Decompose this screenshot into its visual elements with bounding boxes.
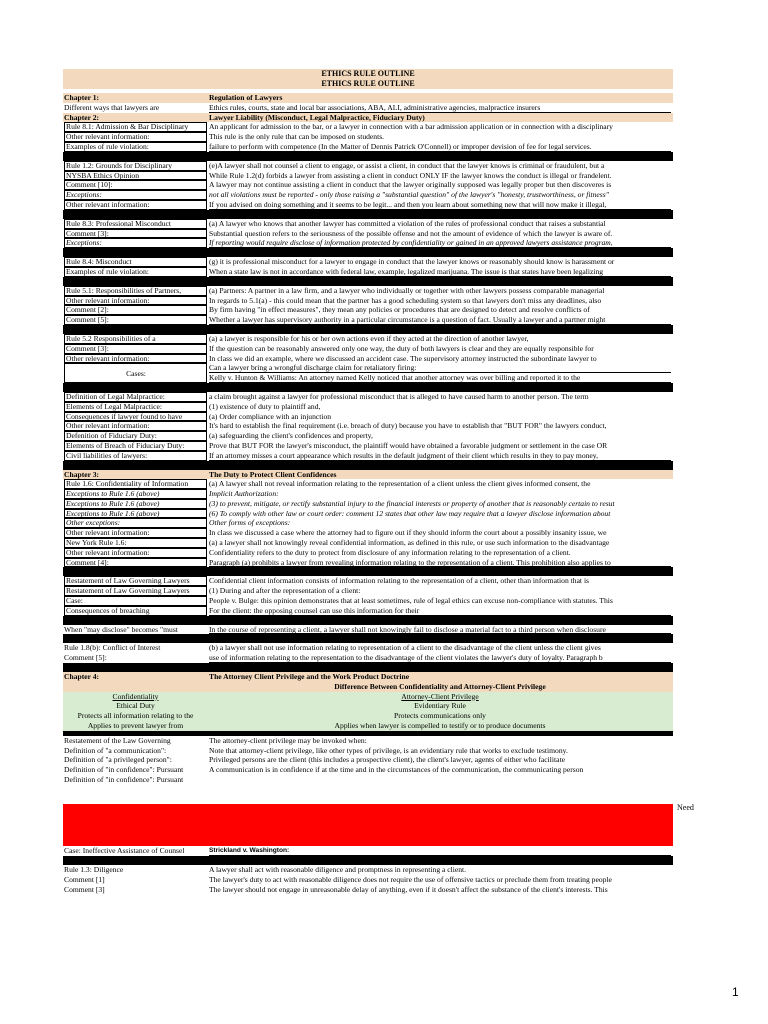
- row-detail: If the question can be reasonably answered only one way, the duty of both lawyers is clear and they are equally responsible for: [209, 343, 594, 353]
- row-label: Definition of "a privileged person":: [64, 755, 172, 765]
- row-label: Other relevant information:: [64, 354, 207, 364]
- row-detail: The lawyer's duty to act with reasonable diligence does not require the use of offensive tactics or preclude them from treating people: [209, 875, 612, 884]
- row-label: Rule 1.3: Diligence: [64, 865, 124, 875]
- page-number: 1: [732, 985, 739, 999]
- row-detail: Can a lawyer bring a wrongful discharge claim for retaliatory firing:: [209, 363, 671, 373]
- row-detail-2: Kelly v. Hunton & Williams: An attorney named Kelly noticed that another attorney was over billing and reported it to the: [209, 373, 671, 383]
- row-label: Civil liabilities of lawyers:: [64, 451, 207, 461]
- row-detail: Regulation of Lawyers: [209, 93, 283, 102]
- row-label: Restatement of the Law Governing: [64, 735, 171, 745]
- row-label: Chapter 4:: [64, 672, 100, 682]
- row-label: Comment [3]: [64, 884, 105, 894]
- outline-row: [63, 606, 673, 616]
- row-label: Ethical Duty: [116, 701, 155, 711]
- section-divider: [63, 616, 673, 625]
- row-detail: Other forms of exceptions:: [209, 518, 291, 528]
- row-label: Cases:: [64, 363, 207, 383]
- row-detail: use of information relating to the representation to the disadvantage of the client violates the lawyer's duty of loyalty. Paragraph b: [209, 653, 671, 663]
- row-detail: (e)A lawyer shall not counsel a client to engage, or assist a client, in conduct that the lawyer knows is criminal or fraudulent, but a: [209, 160, 605, 170]
- row-detail: The attorney-client privilege may be invoked when:: [209, 735, 367, 745]
- outline-rows: [63, 89, 673, 895]
- row-detail: In regards to 5.1(a) - this could mean that the partner has a good scheduling system so that lawyers don't miss any deadlines, also: [209, 295, 602, 305]
- row-detail: Protects communications only: [394, 711, 486, 721]
- outline-row: [63, 402, 673, 412]
- row-detail: If an attorney misses a court appearance which results in the default judgment of their client which results in they to pay money,: [209, 451, 671, 461]
- row-detail: A communication is in confidence if at the time and in the circumstances of the communication, the communicating person: [209, 765, 584, 775]
- outline-row: [63, 846, 673, 856]
- outline-row: [63, 682, 673, 692]
- row-detail: If you advised on doing something and it seems to be legit... and then you learn about something new that will now make it illegal,: [209, 200, 671, 210]
- outline-row: [63, 586, 673, 596]
- row-detail: An applicant for admission to the bar, or a lawyer in connection with a bar admission application or in connection with a disciplinary: [209, 122, 613, 132]
- outline-row: [63, 538, 673, 548]
- row-label: Exceptions:: [64, 238, 207, 248]
- outline-row: [63, 746, 673, 756]
- outline-row: [63, 755, 673, 765]
- row-detail: Paragraph (a) prohibits a lawyer from revealing information relating to the representation of a client. This prohibition also applies to: [209, 558, 671, 568]
- row-detail: (1) During and after the representation of a client:: [209, 586, 361, 596]
- outline-row: [63, 479, 673, 489]
- outline-row: [63, 643, 673, 653]
- row-detail: This rule is the only rule that can be imposed on students.: [209, 132, 385, 142]
- section-divider: [63, 567, 673, 576]
- row-label: Consequences if lawyer found to have: [64, 412, 207, 422]
- outline-row: [63, 238, 673, 248]
- row-detail: When a state law is not in accordance with federal law, example, legalized marijuana. The issue is that states have been legalizing: [209, 267, 671, 277]
- section-divider: [63, 461, 673, 470]
- row-label: Exceptions to Rule 1.6 (above): [64, 499, 207, 509]
- outline-row: [63, 451, 673, 461]
- row-label: Chapter 1:: [64, 93, 100, 102]
- outline-row: [63, 528, 673, 538]
- row-label: Different ways that lawyers are: [64, 102, 160, 112]
- outline-row: [63, 775, 673, 785]
- row-detail: not all violations must be reported - only those raising a "substantial question" of the lawyer's "honesty, trustworthiness, or fitness": [209, 190, 609, 200]
- outline-row: [63, 219, 673, 229]
- row-detail: failure to perform with competence (In the Matter of Dennis Patrick O'Connell) or improper devision of fee for legal services.: [209, 142, 671, 152]
- row-label: Comment [5]:: [64, 653, 107, 663]
- row-label: Other relevant information:: [64, 421, 207, 431]
- row-label: Definition of Legal Malpractice:: [64, 392, 207, 402]
- row-detail: Ethics rules, courts, state and local bar associations, ABA, ALI, administrative agencies, malpractice insurers: [209, 103, 671, 113]
- row-detail: (b) a lawyer shall not use information relating to representation of a client to the disadvantage of the client unless the client gives: [209, 643, 601, 653]
- row-label: Other relevant information:: [64, 200, 207, 210]
- row-label: Definition of "in confidence": Pursuant: [64, 775, 184, 785]
- row-label: Rule 8.4: Misconduct: [64, 257, 207, 267]
- outline-row: [63, 103, 673, 113]
- row-label: Elements of Breach of Fiduciary Duty:: [64, 441, 207, 451]
- row-detail: In class we did an example, where we discussed an accident case. The supervisory attorney instructed the subordinate lawyer to: [209, 353, 597, 363]
- section-divider: [63, 634, 673, 643]
- row-detail: Evidentiary Rule: [414, 701, 466, 711]
- section-divider: [63, 248, 673, 257]
- outline-row: [63, 171, 673, 181]
- row-label: Confidentiality: [112, 691, 159, 701]
- outline-row: [63, 548, 673, 558]
- row-detail: Applies when lawyer is compelled to testify or to produce documents: [334, 721, 546, 731]
- row-detail: [209, 775, 671, 785]
- outline-row: [63, 305, 673, 315]
- row-detail: Confidentiality refers to the duty to protect from disclosure of any information relating to the representation of a client.: [209, 547, 571, 557]
- outline-row: [63, 576, 673, 586]
- outline-row: [63, 122, 673, 132]
- section-divider: [63, 152, 673, 161]
- row-label: Definition of "in confidence": Pursuant: [64, 765, 184, 775]
- row-label: Comment [10]:: [64, 180, 207, 190]
- row-detail: Lawyer Liability (Misconduct, Legal Malpractice, Fiduciary Duty): [209, 112, 425, 122]
- outline-row: [63, 865, 673, 875]
- row-label: Elements of Legal Malpractice:: [64, 402, 207, 412]
- row-detail: While Rule 1.2(d) forbids a lawyer from assisting a client in conduct ONLY IF the lawyer knows the conduct is illegal or frandelent.: [209, 170, 612, 180]
- outline-row: [63, 200, 673, 210]
- outline-row: [63, 672, 673, 682]
- outline-row: [63, 692, 673, 702]
- row-detail: The Attorney Client Privilege and the Work Product Doctrine: [209, 672, 410, 682]
- row-detail: a claim brought against a lawyer for professional misconduct that is alleged to have caused harm to another person. The term: [209, 391, 589, 401]
- row-label: Protects all information relating to the: [77, 711, 194, 721]
- outline-row: [63, 499, 673, 509]
- outline-row: [63, 132, 673, 142]
- row-label: Comment [3]:: [64, 229, 207, 239]
- outline-row: [63, 765, 673, 775]
- row-label: Chapter 2:: [64, 112, 100, 122]
- row-label: Comment [4]:: [64, 558, 207, 568]
- outline-row: [63, 113, 673, 123]
- row-detail: Whether a lawyer has supervisory authority in a particular circumstance is a question of fact. Usually a lawyer and a partner might: [209, 315, 671, 325]
- section-divider: [63, 325, 673, 334]
- outline-row: [63, 93, 673, 103]
- row-label: Exceptions:: [64, 190, 207, 200]
- row-detail: (a) A lawyer shall not reveal information relating to the representation of a client unless the client gives informed consent, the: [209, 479, 591, 489]
- row-detail: People v. Bulge: this opinion demonstrates that at least sometimes, rule of legal ethics can excuse non-compliance with statutes. This: [209, 596, 613, 606]
- outline-row: [63, 701, 673, 711]
- row-label: Rule 8.1: Admission & Bar Disciplinary: [64, 122, 207, 132]
- row-label: Comment [5]:: [64, 315, 207, 325]
- outline-row: [63, 286, 673, 296]
- title-line-1: ETHICS RULE OUTLINE: [321, 69, 415, 78]
- row-detail: Privileged persons are the client (this includes a prospective client), the client's lawyer, agents of either who facilitate: [209, 755, 565, 765]
- row-detail: The Duty to Protect Client Confidences: [209, 469, 337, 479]
- title-line-2: ETHICS RULE OUTLINE: [321, 79, 415, 88]
- row-label: Other relevant information:: [64, 132, 207, 142]
- row-detail: (a) Order compliance with an injunction: [209, 411, 332, 421]
- row-label: Other relevant information:: [64, 528, 207, 538]
- row-detail: (a) safeguarding the client's confidences and property,: [209, 431, 373, 441]
- row-detail: Substantial question refers to the seriousness of the possible offense and not the amount of evidence of which the lawyer is aware of.: [209, 228, 613, 238]
- outline-row: [63, 509, 673, 519]
- outline-row: [63, 421, 673, 431]
- outline-row: [63, 431, 673, 441]
- row-detail: Confidential client information consists of information relating to the representation of a client, other than information that is: [209, 576, 590, 586]
- row-detail: (g) it is professional misconduct for a lawyer to engage in conduct that the lawyer knows or reasonably should know is harassment or: [209, 257, 615, 267]
- outline-table: [63, 69, 673, 895]
- outline-title: [63, 69, 673, 89]
- row-label: Consequences of breaching: [64, 606, 207, 616]
- row-detail: Attorney-Client Privilege: [401, 691, 479, 701]
- outline-row: [63, 344, 673, 354]
- row-label: NYSBA Ethics Opinion: [64, 171, 207, 181]
- row-label: Exceptions to Rule 1.6 (above): [64, 509, 207, 519]
- row-detail: (1) existence of duty to plaintiff and,: [209, 401, 321, 411]
- outline-row: [63, 354, 673, 364]
- outline-row: [63, 315, 673, 325]
- row-detail: (a) Partners: A partner in a law firm, and a lawyer who individually or together with other lawyers possess comparable managerial: [209, 285, 605, 295]
- row-detail: Implicit Authorization:: [209, 489, 279, 499]
- red-highlight-band: [63, 804, 673, 846]
- row-label: New York Rule 1.6:: [64, 538, 207, 548]
- row-label: Rule 1.2: Grounds for Disciplinary: [64, 161, 207, 171]
- row-detail: (6) To comply with other law or court order: comment 12 states that other law may require that a lawyer disclose information about: [209, 508, 611, 518]
- row-detail: Prove that BUT FOR the lawyer's misconduct, the plaintiff would have obtained a favorable judgment or settlement in the case OR: [209, 440, 608, 450]
- row-label: Comment [2]:: [64, 305, 207, 315]
- row-detail: Difference Between Confidentiality and Attorney-Client Privilege: [334, 681, 546, 691]
- row-detail: (a) a lawyer shall not knowingly reveal confidential information, as defined in this rule, or use such information to the disadvantage: [209, 538, 610, 548]
- outline-row: [63, 296, 673, 306]
- outline-row: [63, 267, 673, 277]
- outline-row: [63, 875, 673, 885]
- outline-row: [63, 596, 673, 606]
- row-label: Rule 5.2 Responsibilities of a: [64, 334, 207, 344]
- row-detail: In the course of representing a client, a lawyer shall not knowingly fail to disclose a material fact to a third person when disclosure: [209, 625, 671, 635]
- section-divider: [63, 277, 673, 286]
- outline-row: [63, 229, 673, 239]
- outline-row: [63, 885, 673, 895]
- row-detail: The lawyer should not engage in unreasonable delay of anything, even if it doesn't affect the substance of the client's interests. This: [209, 884, 608, 894]
- row-label: Examples of rule violation:: [64, 142, 207, 152]
- side-note: Need: [677, 803, 694, 812]
- outline-row: [63, 736, 673, 746]
- row-label: Rule 5.1: Responsibilities of Partners,: [64, 286, 207, 296]
- row-label: Defenition of Fiduciary Duty:: [64, 431, 207, 441]
- row-label: Examples of rule violation:: [64, 267, 207, 277]
- section-divider: [63, 210, 673, 219]
- row-detail: For the client: the opposing counsel can use this information for their: [209, 606, 671, 616]
- row-label: Rule 8.3: Professional Misconduct: [64, 219, 207, 229]
- row-label: When "may disclose" becomes "must: [64, 624, 178, 634]
- row-detail: (a) A lawyer who knows that another lawyer has committed a violation of the rules of professional conduct that raises a substantial: [209, 218, 606, 228]
- outline-row: [63, 518, 673, 528]
- row-detail: By firm having "in effect measures", they mean any policies or procedures that are designed to detect and resolve conflicts of: [209, 305, 590, 315]
- row-label: Exceptions to Rule 1.6 (above): [64, 489, 207, 499]
- row-label: Comment [3]:: [64, 344, 207, 354]
- section-divider: [63, 383, 673, 392]
- row-label: Restatement of Law Governing Lawyers: [64, 576, 207, 586]
- row-detail: In class we discussed a case where the attorney had to figure out if they should inform the court about a possibly insanity issue, we: [209, 528, 607, 538]
- row-detail: A lawyer shall act with reasonable diligence and promptness in representing a client.: [209, 865, 467, 875]
- row-label: Applies to prevent lawyer from: [87, 721, 184, 731]
- row-detail: Strickland v. Washington:: [209, 846, 671, 856]
- row-label: Case: Ineffective Assistance of Counsel: [64, 846, 185, 856]
- outline-row: [63, 625, 673, 635]
- row-detail: (3) to prevent, mitigate, or rectify substantial injury to the financial interests or property of another that is reasonably certain to resut: [209, 498, 615, 508]
- outline-row: [63, 653, 673, 663]
- row-label: Definition of "a communication":: [64, 745, 167, 755]
- row-label: Rule 1.6: Confidentiality of Information: [64, 479, 207, 489]
- row-detail: A lawyer may not continue assisting a client in conduct that the lawyer originally supposed was legally proper but then discoveres is: [209, 180, 612, 190]
- row-detail: Note that attorney-client privilege, like other types of privilege, is an evidentiary rule that works to exclude testimony.: [209, 745, 568, 755]
- outline-row: [63, 257, 673, 267]
- outline-row: [63, 441, 673, 451]
- outline-row: [63, 392, 673, 402]
- row-label: Other exceptions:: [64, 518, 207, 528]
- row-label: Case:: [64, 596, 207, 606]
- row-label: Rule 1.8(b): Conflict of Interest: [64, 643, 161, 653]
- row-label: Comment [1]: [64, 875, 105, 884]
- row-label: Chapter 3:: [64, 469, 100, 479]
- row-detail: If reporting would require disclose of information protected by confidentiality or gained in an approved lawyers assistance program,: [209, 238, 671, 248]
- outline-row: [63, 190, 673, 200]
- section-divider: [63, 856, 673, 865]
- outline-row: [63, 363, 673, 383]
- row-detail: It's hard to establish the final requirement (i.e. breach of duty) because you have to establish that "BUT FOR" the lawyers conduct,: [209, 421, 607, 431]
- outline-row: [63, 142, 673, 152]
- outline-row: [63, 412, 673, 422]
- outline-row: [63, 180, 673, 190]
- outline-row: [63, 161, 673, 171]
- outline-row: [63, 334, 673, 344]
- row-label: Other relevant information:: [64, 548, 207, 558]
- outline-row: [63, 470, 673, 480]
- outline-row: [63, 711, 673, 721]
- outline-row: [63, 558, 673, 568]
- row-label: Other relevant information:: [64, 296, 207, 306]
- outline-row: [63, 489, 673, 499]
- row-label: [64, 682, 207, 692]
- row-label: Restatement of Law Governing Lawyers: [64, 586, 207, 596]
- outline-row: [63, 721, 673, 731]
- row-detail: (a) a lawyer is responsible for his or her own actions even if they acted at the direction of another lawyer,: [209, 333, 529, 343]
- section-divider: [63, 663, 673, 672]
